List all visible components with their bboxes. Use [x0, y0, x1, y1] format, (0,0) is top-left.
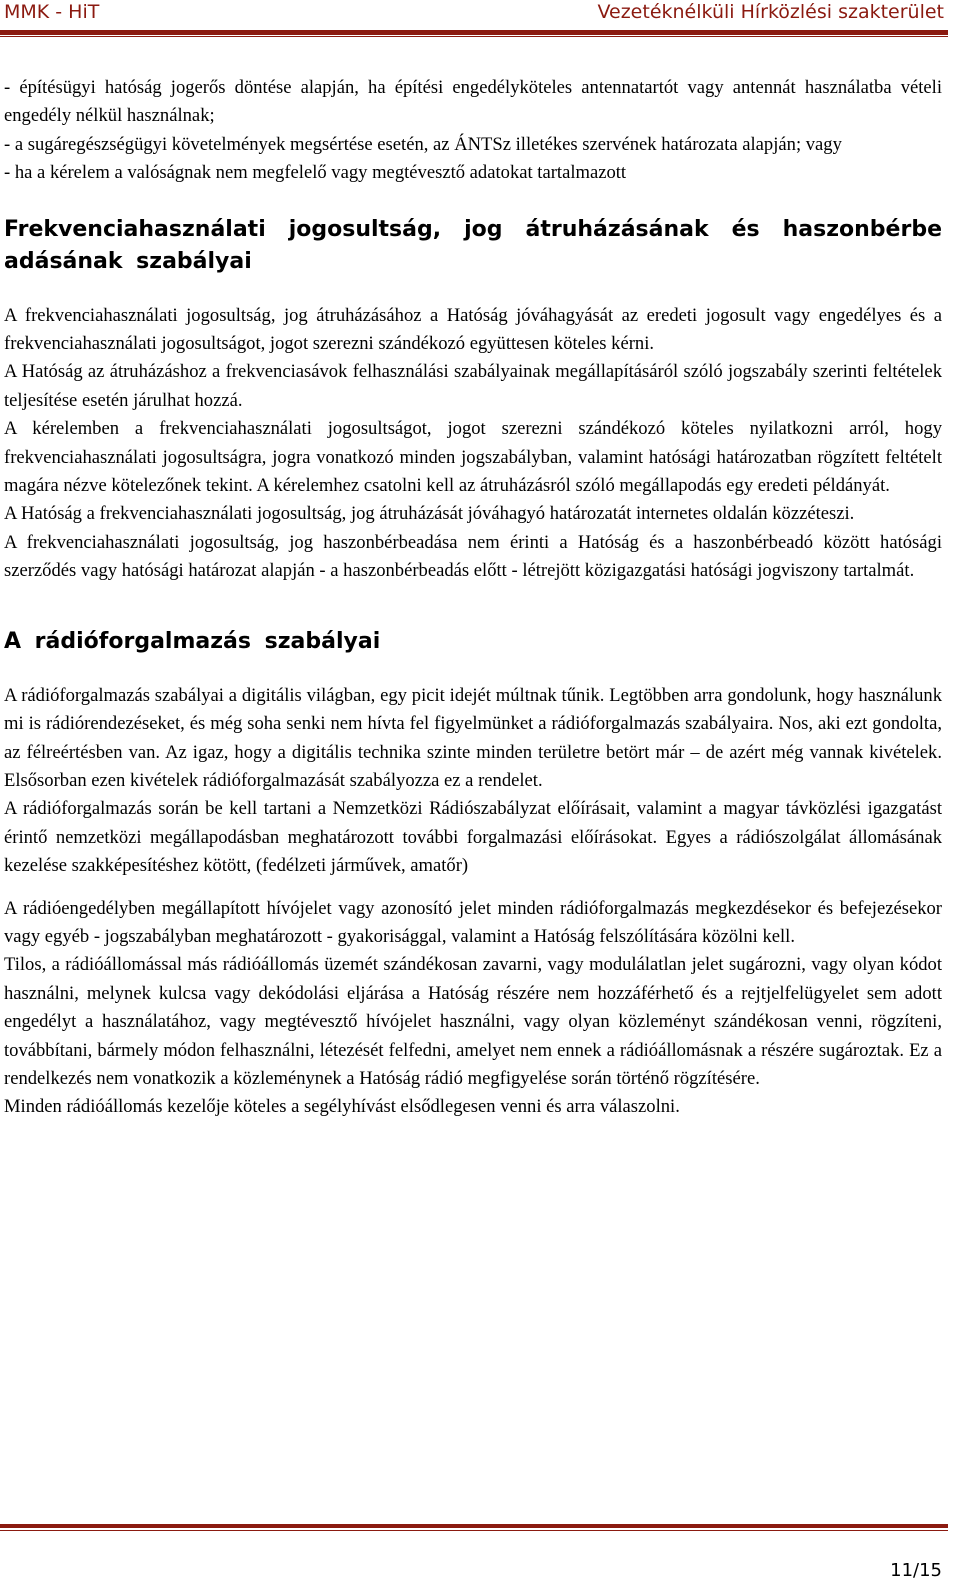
- intro-bullet: - ha a kérelem a valóságnak nem megfelelő vagy megtévesztő adatokat tartalmazott: [4, 162, 627, 184]
- page-header: [4, 0, 944, 26]
- paragraph: Minden rádióállomás kezelője köteles a segélyhívást elsődlegesen venni és arra válaszolni.: [4, 1096, 680, 1118]
- paragraph: A Hatóság az átruházáshoz a frekvenciasávok felhasználási szabályainak megállapításáról szóló jogszabály szerinti feltételek teljesítése esetén járulhat hozzá.: [4, 361, 942, 411]
- paragraph: A kérelemben a frekvenciahasználati jogosultságot, jogot szerezni szándékozó köteles nyilatkozni arról, hogy frekvenciahasználati jogosultságra, jogra vonatkozó minden jogszabályban, valamint hatósági határozatban rögzített feltételt magára nézve kötelezőnek tekint. A kérelemhez csatolni kell az átruházásról szóló megállapodás egy eredeti példányát.: [4, 418, 942, 497]
- section-heading-transfer: Frekvenciahasználati jogosultság, jog átruházásának és haszonbérbe adásának szabályai: [4, 216, 942, 274]
- page-number: 11/15: [890, 1560, 942, 1581]
- paragraph: A rádióforgalmazás során be kell tartani a Nemzetközi Rádiószabályzat előírásait, valamint a magyar távközlési igazgatást érintő nemzetközi megállapodásban meghatározott további forgalmazási előírásokat. Egyes a rádiószolgálat állomásának kezelése szakképesítéshez kötött, (fedélzeti járművek, amatőr): [4, 798, 942, 877]
- paragraph: A rádióengedélyben megállapított hívójelet vagy azonosító jelet minden rádióforgalmazás megkezdésekor és befejezésekor vagy egyéb - jogszabályban meghatározott - gyakorisággal, valamint a Hatóság felszólítására közölni kell.: [4, 897, 942, 947]
- header-right-title: Vezetéknélküli Hírközlési szakterület: [597, 1, 944, 23]
- footer-rule: [0, 1524, 948, 1528]
- paragraph: A rádióforgalmazás szabályai a digitális világban, egy picit idejét múltnak tűnik. Legtöbben arra gondolunk, hogy használunk mi is rádiórendezéseket, és még soha senki nem hívta fel figyelmünket a rádióforgalmazás szabályaira. Nos, aki ezt gondolta, az félreértésben van. Az igaz, hogy a digitális technika szinte minden területre betört már – de azért még vannak kivételek. Elsősorban ezen kivételek rádióforgalmazását szabályozza ez a rendelet.: [4, 684, 942, 791]
- header-rule-thin: [0, 36, 948, 37]
- footer-rule-thin: [0, 1530, 948, 1531]
- paragraph: A frekvenciahasználati jogosultság, jog haszonbérbeadása nem érinti a Hatóság és a haszonbérbeadó között hatósági szerződés vagy hatósági határozat alapján - a haszonbérbeadás előtt - létrejött közigazgatási hatósági jogviszony tartalmát.: [4, 531, 942, 582]
- intro-bullet: - a sugáregészségügyi követelmények megsértése esetén, az ÁNTSz illetékes szervének határozata alapján; vagy: [4, 133, 842, 155]
- paragraph: A Hatóság a frekvenciahasználati jogosultság, jog átruházását jóváhagyó határozatát internetes oldalán közzéteszi.: [4, 503, 855, 525]
- intro-bullet: - építésügyi hatóság jogerős döntése alapján, ha építési engedélyköteles antennatartót vagy antennát használatba vételi engedély nélkül használnak;: [4, 77, 942, 127]
- header-rule: [0, 30, 948, 35]
- section-heading-radio-traffic: A rádióforgalmazás szabályai: [4, 628, 381, 654]
- paragraph: A frekvenciahasználati jogosultság, jog átruházásához a Hatóság jóváhagyását az eredeti jogosult vagy engedélyes és a frekvenciahasználati jogosultságot, jogot szerezni szándékozó együttesen köteles kérni.: [4, 304, 942, 355]
- paragraph: Tilos, a rádióállomással más rádióállomás üzemét szándékosan zavarni, vagy modulálatlan jelet sugározni, vagy olyan kódot használni, melynek kulcsa vagy dekódolási eljárása a Hatóság részére nem hozzáférhető és a rejtjelfelügyelet sem adott engedélyt a használatához, vagy megtévesztő hívójelet használni, vagy olyan közleményt szándékosan venni, rögzíteni, továbbítani, bármely módon felhasználni, létezését felfedni, amelyet nem ennek a rádióállomásnak a részére sugároztak. Ez a rendelkezés nem vonatkozik a közleménynek a Hatóság rádió megfigyelése során történő rögzítésére.: [4, 954, 942, 1089]
- page-body: [4, 74, 942, 1122]
- header-left-title: MMK - HiT: [4, 1, 100, 23]
